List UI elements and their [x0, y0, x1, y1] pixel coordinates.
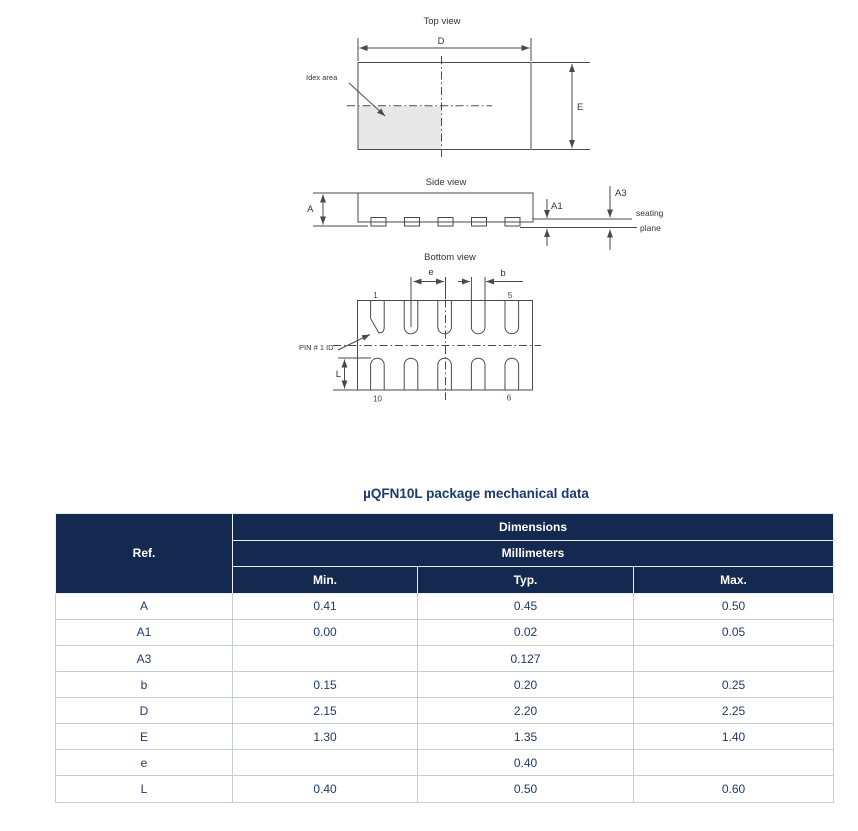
- mechanical-data-table: [55, 513, 833, 803]
- ref-cell: e: [56, 750, 233, 776]
- typ-cell: 0.02: [418, 619, 634, 645]
- pin6-slot: [505, 358, 519, 390]
- max-cell: 2.25: [634, 698, 834, 724]
- typ-cell: 0.127: [418, 645, 634, 671]
- min-cell: 2.15: [233, 698, 418, 724]
- typ-cell: 2.20: [418, 698, 634, 724]
- min-cell: 0.00: [233, 619, 418, 645]
- typ-cell: 0.20: [418, 672, 634, 698]
- max-cell: [634, 750, 834, 776]
- ref-cell: L: [56, 776, 233, 802]
- table-title: µQFN10L package mechanical data: [363, 486, 589, 501]
- min-cell: 0.15: [233, 672, 418, 698]
- table-row: [56, 645, 834, 671]
- table-row: [56, 698, 834, 724]
- d-dimension-label: D: [437, 36, 445, 47]
- pin4-slot: [471, 301, 485, 334]
- max-cell: 0.05: [634, 619, 834, 645]
- ref-column-header: Ref.: [56, 514, 233, 594]
- index-area-label: Idex area: [306, 73, 338, 82]
- ref-cell: A1: [56, 619, 233, 645]
- side-view-title: Side view: [425, 177, 467, 188]
- table-row: [56, 619, 834, 645]
- ref-cell: b: [56, 672, 233, 698]
- max-cell: 0.60: [634, 776, 834, 802]
- pin7-slot: [471, 358, 485, 390]
- max-cell: [634, 645, 834, 671]
- max-cell: 1.40: [634, 724, 834, 750]
- pin10-slot: [371, 358, 385, 390]
- table-row: [56, 593, 834, 619]
- pin-number-5: 5: [507, 291, 513, 300]
- typ-cell: 1.35: [418, 724, 634, 750]
- a1-dimension-label: A1: [551, 201, 563, 212]
- typ-cell: 0.45: [418, 593, 634, 619]
- pin1-id-leader-arrow: [338, 335, 370, 351]
- pin9-slot: [404, 358, 418, 390]
- millimeters-header: Millimeters: [233, 540, 834, 567]
- pin3-slot: [438, 301, 452, 334]
- max-cell: 0.25: [634, 672, 834, 698]
- typ-column-header: Typ.: [418, 567, 634, 594]
- min-cell: [233, 750, 418, 776]
- max-cell: 0.50: [634, 593, 834, 619]
- min-cell: 0.40: [233, 776, 418, 802]
- min-cell: [233, 645, 418, 671]
- pin8-slot: [438, 358, 452, 390]
- max-column-header: Max.: [634, 567, 834, 594]
- pin5-slot: [505, 301, 519, 334]
- bottom-view-title: Bottom view: [424, 252, 476, 263]
- a3-dimension-label: A3: [615, 188, 627, 199]
- pin-number-1: 1: [373, 291, 378, 300]
- min-cell: 0.41: [233, 593, 418, 619]
- table-row: [56, 672, 834, 698]
- typ-cell: 0.50: [418, 776, 634, 802]
- e-dimension-label: E: [577, 102, 584, 113]
- seating-plane-label-line1: seating: [636, 208, 664, 218]
- dimensions-header: Dimensions: [233, 514, 834, 541]
- table-row: [56, 750, 834, 776]
- pitch-dimension-label: e: [428, 267, 434, 278]
- l-dimension-label: L: [335, 369, 341, 380]
- seating-plane-label-line2: plane: [640, 223, 661, 233]
- a-dimension-label: A: [307, 204, 314, 215]
- table-row: [56, 776, 834, 802]
- pin1-slot-chamfered: [371, 301, 385, 333]
- ref-cell: E: [56, 724, 233, 750]
- pin-number-6: 6: [506, 393, 512, 403]
- b-dimension-label: b: [500, 268, 506, 279]
- min-column-header: Min.: [233, 567, 418, 594]
- index-area-fill: [359, 106, 442, 149]
- table-row: [56, 724, 834, 750]
- ref-cell: A: [56, 593, 233, 619]
- ref-cell: A3: [56, 645, 233, 671]
- typ-cell: 0.40: [418, 750, 634, 776]
- ref-cell: D: [56, 698, 233, 724]
- top-view-title: Top view: [423, 16, 461, 27]
- pin1-id-label: PIN # 1 ID: [299, 343, 334, 352]
- min-cell: 1.30: [233, 724, 418, 750]
- pin-number-10: 10: [373, 394, 382, 404]
